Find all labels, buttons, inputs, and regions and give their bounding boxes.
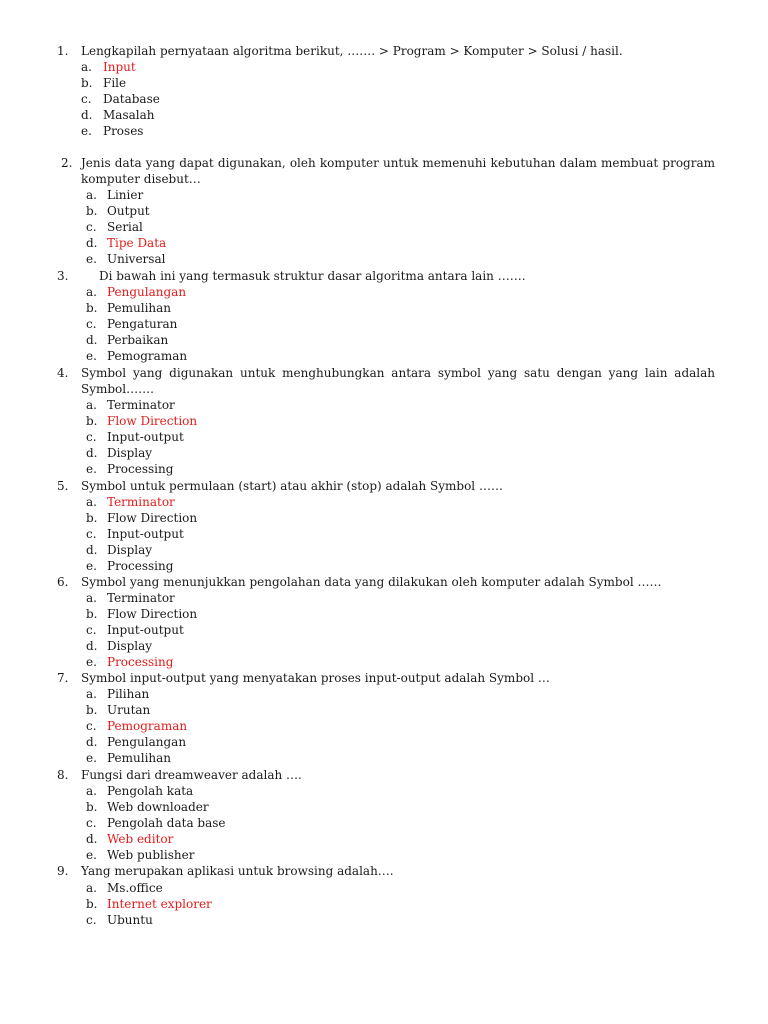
option-row <box>0 300 768 316</box>
option-text: Pengolah data base <box>107 816 226 830</box>
option-letter: c. <box>86 220 97 234</box>
option-row <box>0 912 768 928</box>
option-letter: d. <box>86 832 98 846</box>
question-number: 3. <box>57 269 69 283</box>
question-number: 9. <box>57 864 69 878</box>
question-text: Symbol yang menunjukkan pengolahan data yang dilakukan oleh komputer adalah Symbol …… <box>81 575 662 589</box>
question-3 <box>0 268 768 284</box>
option-letter: b. <box>81 76 93 90</box>
option-row <box>0 831 768 847</box>
option-row <box>0 284 768 300</box>
option-letter: c. <box>86 913 97 927</box>
option-text: Proses <box>103 124 144 138</box>
question-6 <box>0 574 768 590</box>
option-text: Universal <box>107 252 166 266</box>
option-text: Flow Direction <box>107 607 198 621</box>
option-row <box>0 638 768 654</box>
option-letter: a. <box>86 188 97 202</box>
option-text-correct: Internet explorer <box>107 897 212 911</box>
option-text: Masalah <box>103 108 155 122</box>
option-letter: e. <box>86 349 97 363</box>
option-letter: e. <box>86 252 97 266</box>
option-row <box>0 686 768 702</box>
option-row <box>0 235 768 251</box>
option-letter: e. <box>86 559 97 573</box>
option-text: Perbaikan <box>107 333 169 347</box>
option-letter: a. <box>86 784 97 798</box>
option-row <box>0 187 768 203</box>
option-letter: b. <box>86 800 98 814</box>
question-number: 1. <box>57 44 69 58</box>
option-letter: d. <box>86 639 98 653</box>
option-text: File <box>103 76 127 90</box>
option-row <box>0 75 768 91</box>
option-row <box>0 896 768 912</box>
option-row <box>0 880 768 896</box>
question-2-continued <box>0 171 768 187</box>
option-letter: c. <box>86 719 97 733</box>
option-row <box>0 815 768 831</box>
question-text: Lengkapilah pernyataan algoritma berikut, ……. > Program > Komputer > Solusi / hasil. <box>81 44 623 58</box>
option-text: Display <box>107 446 153 460</box>
option-letter: c. <box>86 317 97 331</box>
option-letter: e. <box>86 655 97 669</box>
option-text: Output <box>107 204 150 218</box>
option-row <box>0 445 768 461</box>
option-text-correct: Processing <box>107 655 174 669</box>
option-row <box>0 750 768 766</box>
option-text-correct: Pengulangan <box>107 285 187 299</box>
question-text: Symbol yang digunakan untuk menghubungkan antara symbol yang satu dengan yang lain adalah <box>81 366 715 380</box>
question-2 <box>0 155 768 171</box>
question-7 <box>0 670 768 686</box>
question-9 <box>0 863 768 879</box>
option-row <box>0 429 768 445</box>
option-letter: b. <box>86 414 98 428</box>
question-1 <box>0 43 768 59</box>
option-letter: d. <box>86 333 98 347</box>
question-number: 6. <box>57 575 69 589</box>
question-number: 8. <box>57 768 69 782</box>
option-text: Pengolah kata <box>107 784 194 798</box>
option-text: Urutan <box>107 703 151 717</box>
question-number: 2. <box>61 156 73 170</box>
option-letter: b. <box>86 301 98 315</box>
option-text: Pengulangan <box>107 735 187 749</box>
option-letter: c. <box>86 430 97 444</box>
option-row <box>0 590 768 606</box>
option-letter: a. <box>86 591 97 605</box>
option-letter: a. <box>86 687 97 701</box>
option-row <box>0 91 768 107</box>
question-8 <box>0 767 768 783</box>
option-row <box>0 251 768 267</box>
option-text: Processing <box>107 559 174 573</box>
question-text: Di bawah ini yang termasuk struktur dasar algoritma antara lain ……. <box>99 269 526 283</box>
option-letter: b. <box>86 204 98 218</box>
question-text: komputer disebut… <box>81 172 201 186</box>
option-letter: e. <box>86 751 97 765</box>
option-row <box>0 783 768 799</box>
option-letter: b. <box>86 511 98 525</box>
option-text: Pemograman <box>107 349 188 363</box>
question-number: 7. <box>57 671 69 685</box>
option-letter: d. <box>81 108 93 122</box>
option-row <box>0 847 768 863</box>
option-row <box>0 654 768 670</box>
option-letter: c. <box>81 92 92 106</box>
option-letter: c. <box>86 623 97 637</box>
option-text: Pilihan <box>107 687 150 701</box>
option-row <box>0 316 768 332</box>
option-letter: a. <box>86 285 97 299</box>
option-letter: d. <box>86 543 98 557</box>
option-row <box>0 510 768 526</box>
option-letter: b. <box>86 897 98 911</box>
option-text: Pengaturan <box>107 317 178 331</box>
question-text: Symbol untuk permulaan (start) atau akhir (stop) adalah Symbol …… <box>81 479 503 493</box>
option-text: Pemulihan <box>107 751 172 765</box>
option-text-correct: Tipe Data <box>107 236 167 250</box>
option-text: Terminator <box>107 591 175 605</box>
option-letter: a. <box>81 60 92 74</box>
option-text: Serial <box>107 220 143 234</box>
option-row <box>0 799 768 815</box>
option-row <box>0 558 768 574</box>
option-letter: b. <box>86 703 98 717</box>
question-text: Jenis data yang dapat digunakan, oleh komputer untuk memenuhi kebutuhan dalam membuat program <box>81 156 715 170</box>
option-row <box>0 494 768 510</box>
option-letter: e. <box>86 462 97 476</box>
option-letter: c. <box>86 816 97 830</box>
option-text: Ms.office <box>107 881 163 895</box>
option-text: Flow Direction <box>107 511 198 525</box>
option-text: Web downloader <box>107 800 209 814</box>
option-row <box>0 606 768 622</box>
question-4 <box>0 365 768 381</box>
option-letter: d. <box>86 446 98 460</box>
option-row <box>0 718 768 734</box>
option-row <box>0 702 768 718</box>
option-text: Display <box>107 639 153 653</box>
option-letter: d. <box>86 735 98 749</box>
option-text: Pemulihan <box>107 301 172 315</box>
question-4-continued <box>0 381 768 397</box>
option-text-correct: Input <box>103 60 136 74</box>
option-text: Database <box>103 92 160 106</box>
option-letter: c. <box>86 527 97 541</box>
option-letter: e. <box>81 124 92 138</box>
option-letter: a. <box>86 495 97 509</box>
option-row <box>0 526 768 542</box>
option-text-correct: Terminator <box>107 495 175 509</box>
option-row <box>0 332 768 348</box>
question-text: Yang merupakan aplikasi untuk browsing adalah…. <box>81 864 394 878</box>
question-number: 5. <box>57 479 69 493</box>
option-row <box>0 123 768 139</box>
option-row <box>0 461 768 477</box>
option-text: Input-output <box>107 527 184 541</box>
option-text: Ubuntu <box>107 913 153 927</box>
option-text: Terminator <box>107 398 175 412</box>
option-text-correct: Pemograman <box>107 719 188 733</box>
question-text: Symbol input-output yang menyatakan proses input-output adalah Symbol … <box>81 671 550 685</box>
option-letter: e. <box>86 848 97 862</box>
option-text: Processing <box>107 462 174 476</box>
option-row <box>0 734 768 750</box>
option-text: Input-output <box>107 430 184 444</box>
option-row <box>0 59 768 75</box>
option-letter: a. <box>86 881 97 895</box>
option-letter: d. <box>86 236 98 250</box>
option-row <box>0 413 768 429</box>
option-row <box>0 397 768 413</box>
question-text: Fungsi dari dreamweaver adalah …. <box>81 768 302 782</box>
option-row <box>0 107 768 123</box>
option-row <box>0 622 768 638</box>
option-text: Display <box>107 543 153 557</box>
option-row <box>0 219 768 235</box>
option-row <box>0 542 768 558</box>
option-letter: b. <box>86 607 98 621</box>
option-row <box>0 203 768 219</box>
option-text: Input-output <box>107 623 184 637</box>
question-5 <box>0 478 768 494</box>
question-number: 4. <box>57 366 69 380</box>
option-text-correct: Web editor <box>107 832 174 846</box>
option-letter: a. <box>86 398 97 412</box>
question-text: Symbol……. <box>81 382 154 396</box>
option-text-correct: Flow Direction <box>107 414 198 428</box>
option-text: Linier <box>107 188 144 202</box>
option-row <box>0 348 768 364</box>
option-text: Web publisher <box>107 848 195 862</box>
